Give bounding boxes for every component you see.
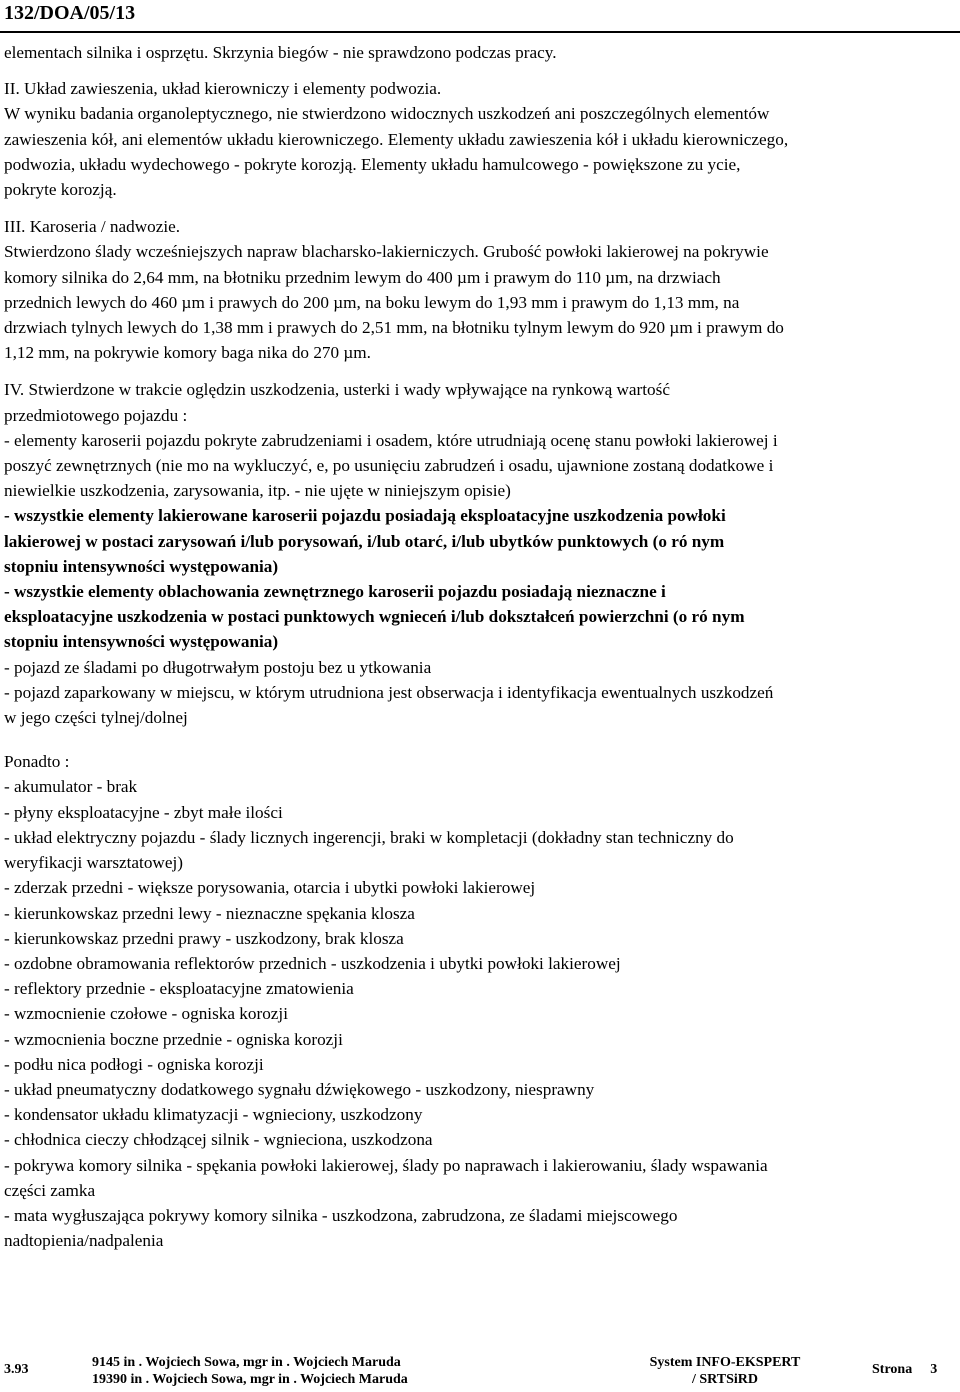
list-item: - akumulator - brak [4,777,138,797]
document-id: 132/DOA/05/13 [4,2,136,24]
footer-system [640,1354,810,1388]
section-heading-iii: III. Karoseria / nadwozie. [4,217,181,237]
list-item: - wzmocnienie czołowe - ogniska korozji [4,1004,288,1024]
body-line: części zamka [4,1180,96,1200]
bold-body-line: lakierowej w postaci zarysowań i/lub porysowań, i/lub otarć, i/lub ubytków punktowych (o ró nym [4,531,725,551]
page-number-value: 3 [930,1362,938,1377]
body-line: elementach silnika i osprzętu. Skrzynia biegów - nie sprawdzono podczas pracy. [4,43,557,62]
list-item: - układ pneumatyczny dodatkowego sygnału dźwiękowego - uszkodzony, niesprawny [4,1079,595,1099]
body-line: zawieszenia kół, ani elementów układu kierowniczego. Elementy układu zawieszenia kół i układu kierowniczego, [4,129,789,149]
footer-version: 3.93 [4,1362,29,1377]
list-item: - kondensator układu klimatyzacji - wgnieciony, uszkodzony [4,1105,423,1125]
body-line: w jego części tylnej/dolnej [4,708,188,728]
document-body [4,40,954,1253]
body-line: przednich lewych do 460 µm i prawych do 200 µm, na boku lewym do 1,93 mm i prawym do 1,13 mm, na [4,292,740,312]
list-item: - ozdobne obramowania reflektorów przednich - uszkodzenia i ubytki powłoki lakierowej [4,953,621,973]
list-item: - chłodnica cieczy chłodzącej silnik - wgnieciona, uszkodzona [4,1130,433,1150]
header-divider [0,31,960,33]
body-line: weryfikacji warsztatowej) [4,853,183,873]
body-line: przedmiotowego pojazdu : [4,405,188,425]
footer-author-line: 9145 in . Wojciech Sowa, mgr in . Wojciech Maruda [92,1355,401,1370]
footer-system-line: / SRTSiRD [691,1372,759,1387]
body-line: poszyć zewnętrznych (nie mo na wykluczyć, e, po usunięciu zabrudzeń i osadu, ujawnione zostaną dodatkowe i [4,456,774,476]
ponadto-heading: Ponadto : [4,752,70,772]
page-label: Strona [872,1362,913,1377]
list-item: - kierunkowskaz przedni lewy - nieznaczne spękania klosza [4,903,415,923]
page-number [872,1362,937,1378]
list-item: - pokrywa komory silnika - spękania powłoki lakierowej, ślady po naprawach i lakierowaniu, ślady wspawania [4,1155,768,1175]
list-item: - układ elektryczny pojazdu - ślady licznych ingerencji, braki w kompletacji (dokładny stan techniczny do [4,827,734,847]
list-item: - podłu nica podłogi - ogniska korozji [4,1054,264,1074]
bold-list-item: - wszystkie elementy lakierowane karoserii pojazdu posiadają eksploatacyjne uszkodzenia powłoki [4,506,726,526]
body-line: Stwierdzono ślady wcześniejszych napraw blacharsko-lakierniczych. Grubość powłoki lakierowej na pokrywie [4,242,769,262]
bold-list-item: - wszystkie elementy oblachowania zewnętrznego karoserii pojazdu posiadają nieznaczne i [4,582,666,602]
page-footer [0,1352,960,1392]
section-heading-ii: II. Układ zawieszenia, układ kierowniczy i elementy podwozia. [4,79,442,99]
list-item: - płyny eksploatacyjne - zbyt małe ilości [4,802,283,822]
section-heading-iv: IV. Stwierdzone w trakcie oględzin uszkodzenia, usterki i wady wpływające na rynkową wartość [4,380,670,400]
footer-system-line: System INFO-EKSPERT [649,1355,801,1370]
list-item: - reflektory przednie - eksploatacyjne zmatowienia [4,979,354,999]
bold-body-line: eksploatacyjne uszkodzenia w postaci punktowych wgnieceń i/lub dokształceń powierzchni (o ró nym [4,607,745,627]
body-line: 1,12 mm, na pokrywie komory baga nika do 270 µm. [4,343,371,363]
footer-author-line: 19390 in . Wojciech Sowa, mgr in . Wojciech Maruda [92,1372,408,1387]
body-line: niewielkie uszkodzenia, zarysowania, itp. - nie ujęte w niniejszym opisie) [4,481,511,501]
bold-body-line: stopniu intensywności występowania) [4,632,279,652]
list-item: - pojazd ze śladami po długotrwałym postoju bez u ytkowania [4,657,432,677]
bold-body-line: stopniu intensywności występowania) [4,556,279,576]
list-item: - kierunkowskaz przedni prawy - uszkodzony, brak klosza [4,928,404,948]
body-line: podwozia, układu wydechowego - pokryte korozją. Elementy układu hamulcowego - powiększone zu ycie, [4,154,741,174]
body-line: drzwiach tylnych lewych do 1,38 mm i prawych do 2,51 mm, na błotniku tylnym lewym do 920 µm i prawym do [4,318,784,338]
list-item: - zderzak przedni - większe porysowania, otarcia i ubytki powłoki lakierowej [4,878,536,898]
list-item: - mata wygłuszająca pokrywy komory silnika - uszkodzona, zabrudzona, ze śladami miejscowego [4,1205,678,1225]
body-line: pokryte korozją. [4,180,117,200]
page-header [0,0,960,36]
body-line: nadtopienia/nadpalenia [4,1231,164,1251]
body-line: komory silnika do 2,64 mm, na błotniku przednim lewym do 400 µm i prawym do 110 µm, na drzwiach [4,267,721,287]
list-item: - pojazd zaparkowany w miejscu, w którym utrudniona jest obserwacja i identyfikacja ewentualnych uszkodzeń [4,682,774,702]
list-item: - elementy karoserii pojazdu pokryte zabrudzeniami i osadem, które utrudniają ocenę stanu powłoki lakierowej i [4,430,778,450]
body-line: W wyniku badania organoleptycznego, nie stwierdzono widocznych uszkodzeń ani poszczególnych elementów [4,104,770,124]
list-item: - wzmocnienia boczne przednie - ogniska korozji [4,1029,343,1049]
footer-authors [92,1354,408,1388]
